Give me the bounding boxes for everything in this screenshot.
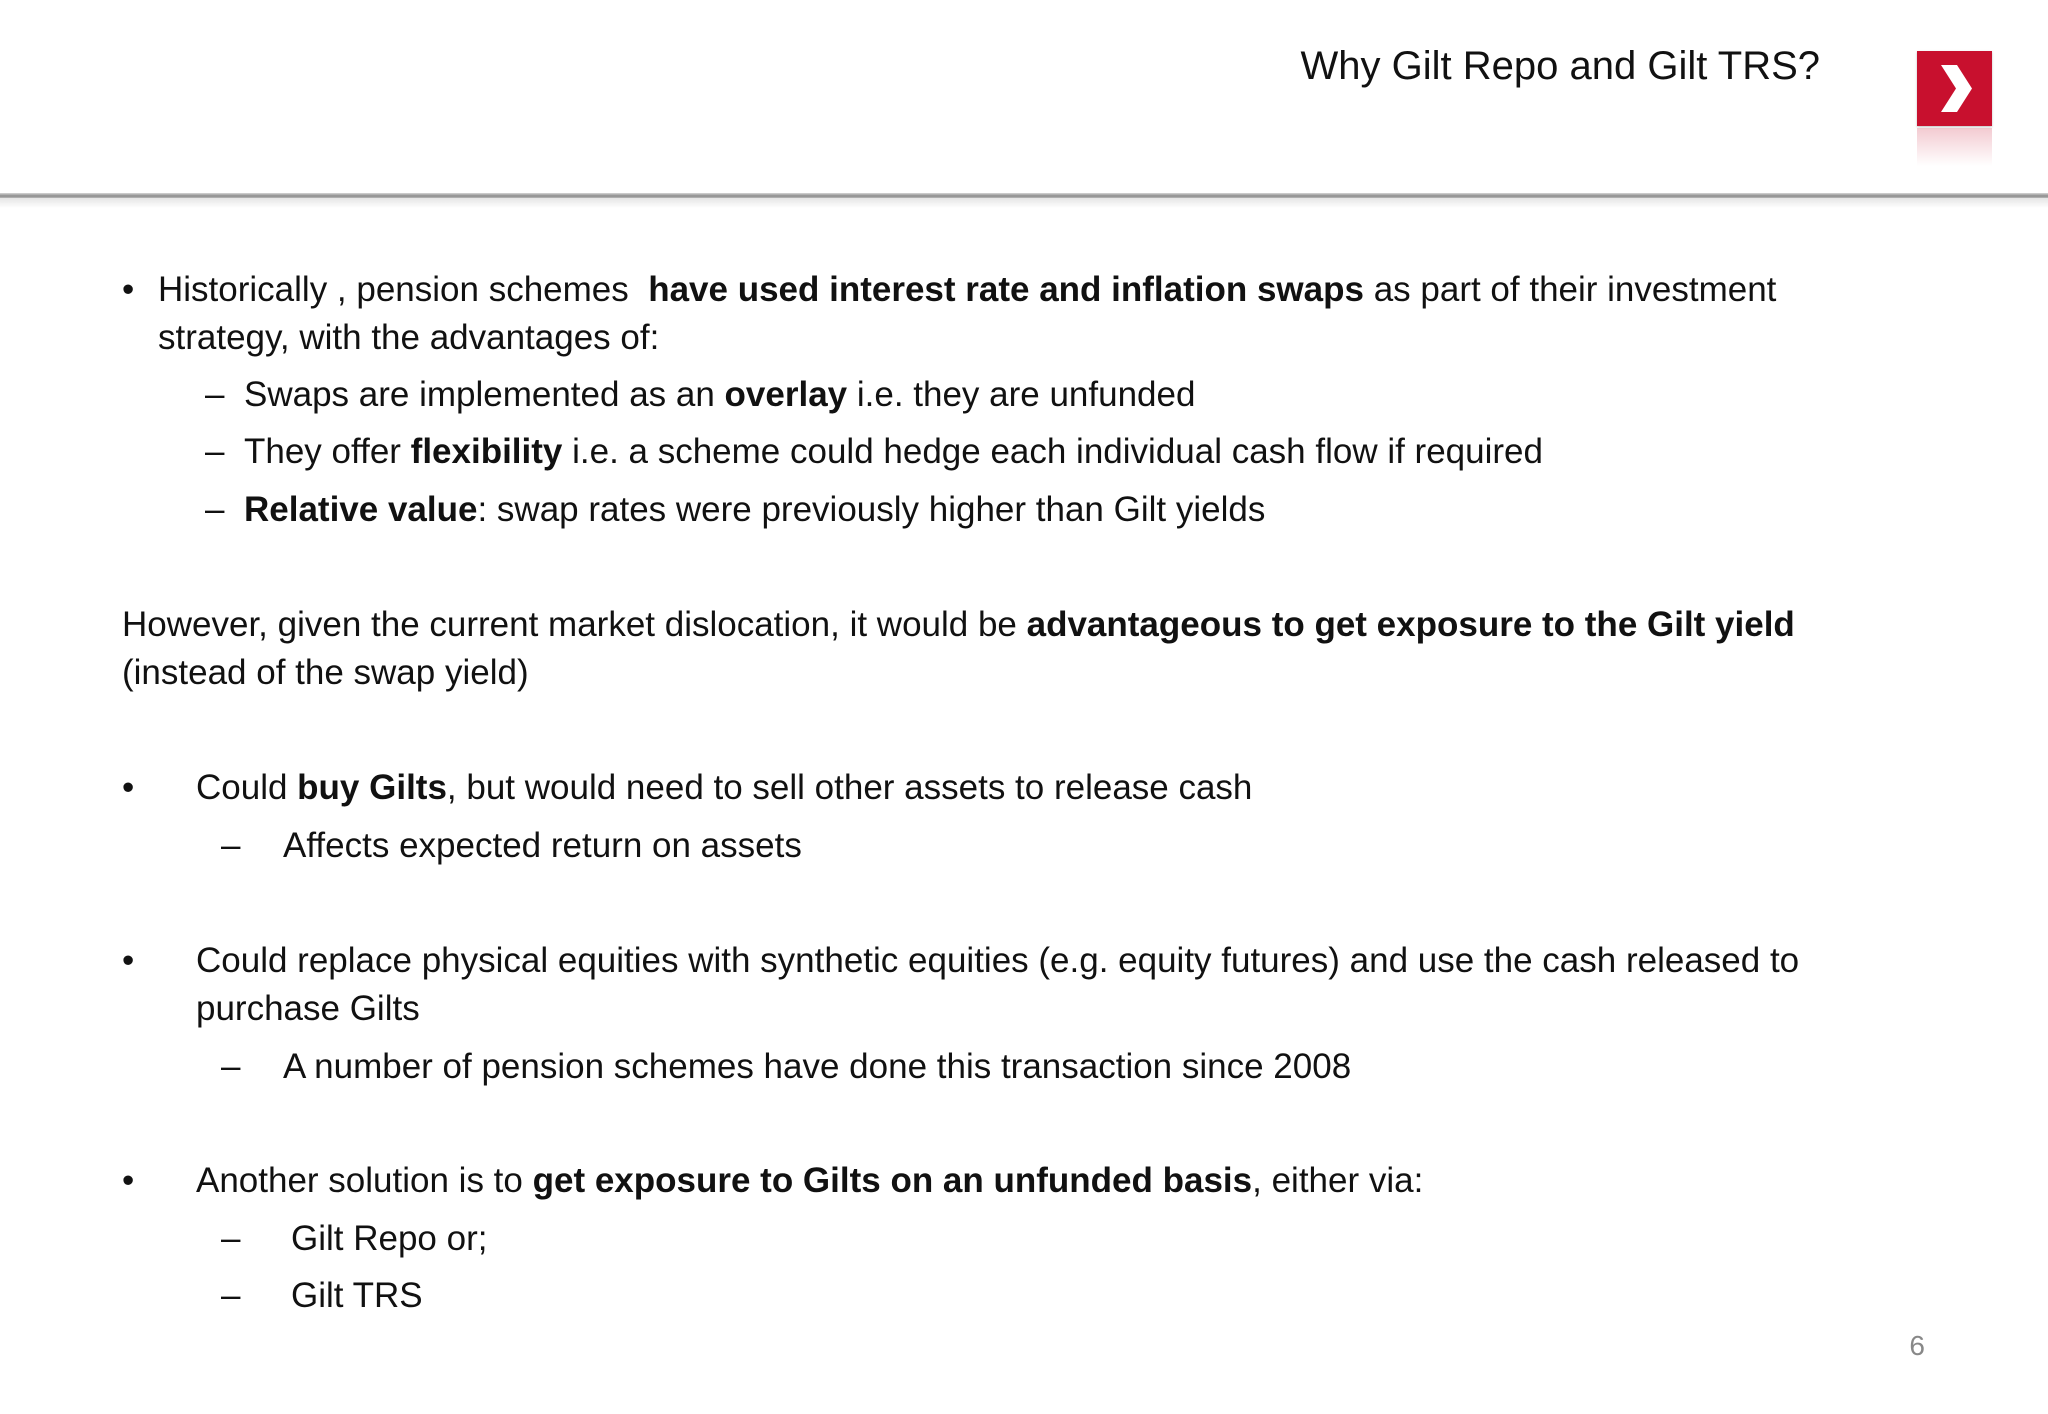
option-buy-gilts-sub: Affects expected return on assets xyxy=(283,826,802,865)
option-unfunded-gilt-repo: Gilt Repo or; xyxy=(291,1219,488,1258)
dash-marker: – xyxy=(205,432,225,471)
intro-line-1: Historically , pension schemes have used interest rate and inflation swaps as part of their investment xyxy=(158,270,1777,309)
bullet-marker: • xyxy=(122,768,135,807)
option-synthetic-equities-sub: A number of pension schemes have done this transaction since 2008 xyxy=(283,1047,1352,1086)
slide-title: Why Gilt Repo and Gilt TRS? xyxy=(1300,44,1820,88)
bullet-marker: • xyxy=(122,941,135,980)
option-unfunded-gilt-trs: Gilt TRS xyxy=(291,1276,423,1315)
bullet-marker: • xyxy=(122,270,135,309)
option-synthetic-equities-line-2: purchase Gilts xyxy=(196,989,420,1028)
dash-marker: – xyxy=(221,1047,241,1086)
advantage-overlay: Swaps are implemented as an overlay i.e. they are unfunded xyxy=(244,375,1196,414)
dash-marker: – xyxy=(221,1276,241,1315)
advantage-relative-value: Relative value: swap rates were previously higher than Gilt yields xyxy=(244,490,1266,529)
page-number: 6 xyxy=(1909,1330,1925,1361)
dash-marker: – xyxy=(221,1219,241,1258)
however-line-1: However, given the current market dislocation, it would be advantageous to get exposure to the Gilt yield xyxy=(122,605,1795,644)
advantage-flexibility: They offer flexibility i.e. a scheme could hedge each individual cash flow if required xyxy=(244,432,1543,471)
option-unfunded: Another solution is to get exposure to Gilts on an unfunded basis, either via: xyxy=(196,1161,1424,1200)
however-line-2: (instead of the swap yield) xyxy=(122,653,529,692)
dash-marker: – xyxy=(205,375,225,414)
dash-marker: – xyxy=(221,826,241,865)
option-synthetic-equities-line-1: Could replace physical equities with synthetic equities (e.g. equity futures) and use the cash released to xyxy=(196,941,1800,980)
option-buy-gilts: Could buy Gilts, but would need to sell other assets to release cash xyxy=(196,768,1253,807)
dash-marker: – xyxy=(205,490,225,529)
intro-line-2: strategy, with the advantages of: xyxy=(158,318,660,357)
bullet-marker: • xyxy=(122,1161,135,1200)
